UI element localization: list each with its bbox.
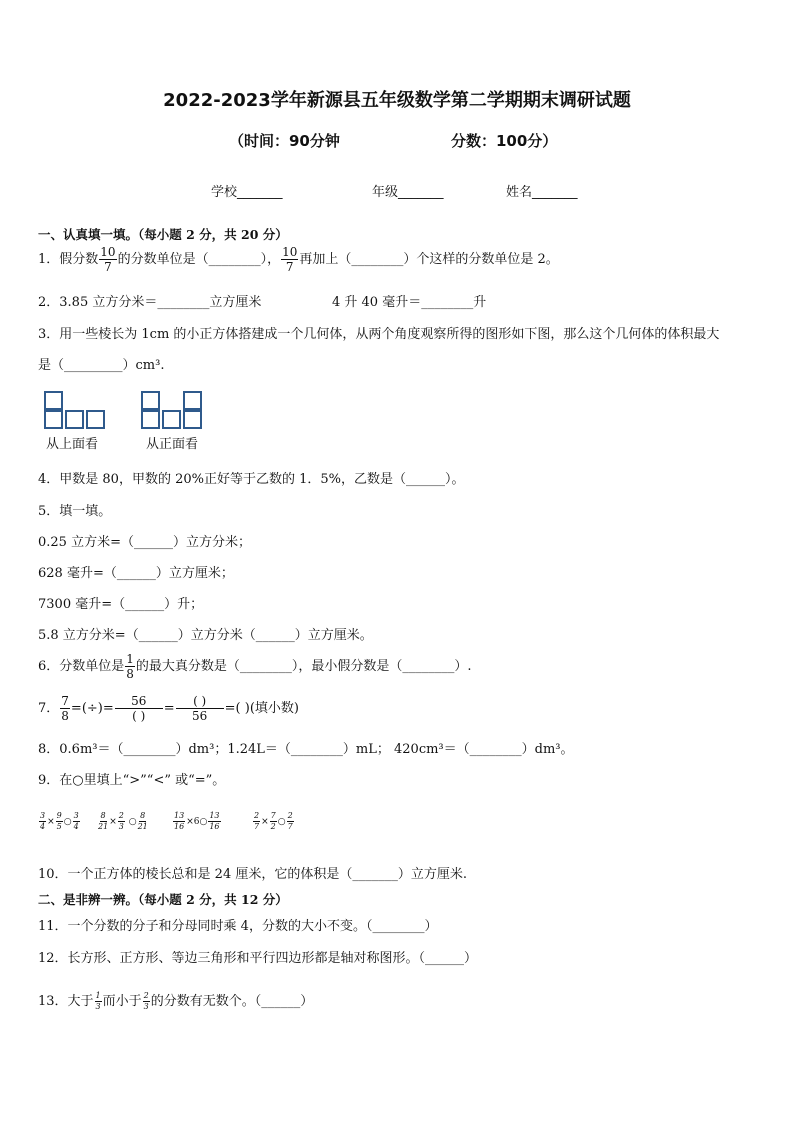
front-view-cell <box>141 410 160 429</box>
q6-suffix: 的最大真分数是（________），最小假分数是（________）. <box>135 659 472 674</box>
q1-fraction-2: $\frac{10}{7}$ <box>282 245 298 274</box>
school-field[interactable]: 学校_______ <box>211 185 283 200</box>
q9-expression-3: $\frac{13}{16}$ ×6○ $\frac{13}{16}$ <box>174 811 220 831</box>
question-5-line-3: 7300 毫升=（______）升； <box>38 597 204 612</box>
question-1 <box>38 246 559 273</box>
question-7 <box>38 695 299 722</box>
q9-expression-2: $\frac{8}{21}$ × $\frac{2}{3}$ ○ $\frac{8}{21}$ <box>98 811 148 831</box>
q1-middle: 的分数单位是（________）， <box>117 252 281 267</box>
q7-fraction-2: $\frac{56}{( )}$ <box>115 695 163 722</box>
q1-fraction-1: $\frac{10}{7}$ <box>100 245 116 274</box>
q13-fraction-2: $\frac{2}{3}$ <box>143 991 149 1011</box>
name-field[interactable]: 姓名_______ <box>506 185 578 200</box>
question-8: 8．0.6m³＝（________）dm³；1.24L＝（________）mL； 420cm³＝（________）dm³。 <box>38 742 574 757</box>
q7-eq-2: = <box>163 701 175 716</box>
question-5-heading: 5．填一填。 <box>38 504 112 519</box>
question-9-heading: 9．在○里填上“>”“<” 或“=”。 <box>38 773 226 788</box>
q7-fraction-3: $\frac{( )}{56}$ <box>176 695 224 722</box>
q7-fraction-1: $\frac{7}{8}$ <box>61 694 69 723</box>
question-12: 12．长方形、正方形、等边三角形和平行四边形都是轴对称图形。（______） <box>38 951 478 966</box>
q13-prefix: 13．大于 <box>38 994 94 1009</box>
q7-eq-1: =(÷)= <box>70 701 114 716</box>
front-view-cell <box>141 391 160 410</box>
top-view-caption: 从上面看 <box>46 437 99 452</box>
front-view-cell <box>183 410 202 429</box>
question-2b: 4 升 40 毫升＝________升 <box>332 295 487 310</box>
section-1-heading: 一、认真填一填。（每小题 2 分，共 20 分） <box>38 227 288 242</box>
top-view-cell <box>44 410 63 429</box>
front-view-cell <box>183 391 202 410</box>
top-view-cell <box>44 391 63 410</box>
question-6 <box>38 653 472 680</box>
question-3-line-1: 3．用一些棱长为 1cm 的小正方体搭建成一个几何体，从两个角度观察所得的图形如下图，那么这个几何体的体积最大 <box>38 327 720 342</box>
question-10: 10．一个正方体的棱长总和是 24 厘米，它的体积是（_______）立方厘米. <box>38 867 467 882</box>
top-view-cell <box>65 410 84 429</box>
q13-middle: 而小于 <box>102 994 142 1009</box>
q1-suffix: 再加上（________）个这样的分数单位是 2。 <box>299 252 559 267</box>
question-5-line-4: 5.8 立方分米=（______）立方分米（______）立方厘米。 <box>38 628 373 643</box>
q7-number: 7． <box>38 701 60 716</box>
q6-fraction: $\frac{1}{8}$ <box>126 652 134 681</box>
question-3-line-2: 是（_________）cm³. <box>38 358 165 373</box>
front-view-caption: 从正面看 <box>146 437 199 452</box>
exam-time: （时间：90分钟 <box>229 132 340 150</box>
q9-expression-1: $\frac{3}{4}$ × $\frac{9}{5}$ ○ $\frac{3}{4}$ <box>40 811 79 831</box>
question-13 <box>38 990 313 1011</box>
question-5-line-1: 0.25 立方米=（______）立方分米； <box>38 535 251 550</box>
question-4: 4．甲数是 80，甲数的 20%正好等于乙数的 1．5%，乙数是（______）。 <box>38 472 465 487</box>
q9-expression-4: $\frac{2}{7}$ × $\frac{7}{2}$ ○ $\frac{2}{7}$ <box>254 811 293 831</box>
q1-prefix: 1．假分数 <box>38 252 99 267</box>
page-title: 2022-2023学年新源县五年级数学第二学期期末调研试题 <box>163 90 631 111</box>
q7-suffix: =( )(填小数) <box>224 701 299 716</box>
exam-score: 分数：100分） <box>451 132 558 150</box>
section-2-heading: 二、是非辨一辨。（每小题 2 分，共 12 分） <box>38 892 288 907</box>
q13-suffix: 的分数有无数个。（______） <box>150 994 314 1009</box>
q6-prefix: 6．分数单位是 <box>38 659 125 674</box>
grade-field[interactable]: 年级_______ <box>372 185 444 200</box>
q13-fraction-1: $\frac{1}{3}$ <box>95 991 101 1011</box>
front-view-cell <box>162 410 181 429</box>
question-2a: 2．3.85 立方分米＝________立方厘米 <box>38 295 262 310</box>
question-11: 11．一个分数的分子和分母同时乘 4，分数的大小不变。（________） <box>38 919 438 934</box>
question-5-line-2: 628 毫升=（______）立方厘米； <box>38 566 234 581</box>
top-view-cell <box>86 410 105 429</box>
